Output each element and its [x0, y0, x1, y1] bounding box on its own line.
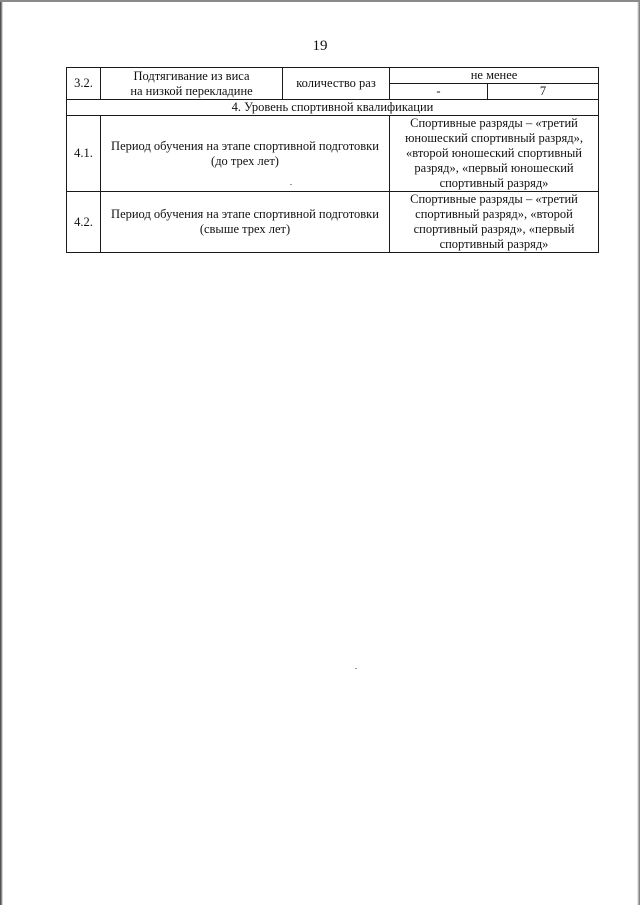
scan-speck — [355, 668, 357, 669]
norm-value-right: 7 — [488, 84, 599, 100]
standards-table — [66, 67, 599, 253]
section-header-row — [67, 100, 599, 116]
scan-edge-left — [0, 0, 3, 905]
ranks-cell — [390, 192, 599, 253]
ranks-line: Спортивные разряды – «третий — [410, 116, 578, 130]
ranks-line: Спортивные разряды – «третий — [410, 192, 578, 206]
section-title: 4. Уровень спортивной квалификации — [67, 100, 599, 116]
norm-header: не менее — [390, 68, 599, 84]
scan-edge-top — [0, 0, 640, 2]
table-row-4-2 — [67, 192, 599, 253]
period-line: Период обучения на этапе спортивной подготовки — [111, 207, 379, 221]
row-number: 4.2. — [67, 192, 101, 253]
period-line: (свыше трех лет) — [199, 222, 291, 236]
period-cell — [101, 192, 390, 253]
scan-speck — [290, 184, 292, 185]
ranks-line: спортивный разряд», «второй — [415, 207, 573, 221]
exercise-name-line: на низкой перекладине — [130, 83, 253, 98]
ranks-line: спортивный разряд» — [439, 176, 549, 190]
ranks-line: «второй юношеский спортивный — [406, 146, 582, 160]
row-number: 3.2. — [67, 68, 101, 100]
ranks-line: спортивный разряд», «первый — [413, 222, 575, 236]
exercise-name-cell — [101, 68, 283, 100]
ranks-line: разряд», «первый юношеский — [414, 161, 574, 175]
ranks-cell — [390, 116, 599, 192]
row-number: 4.1. — [67, 116, 101, 192]
page-number: 19 — [312, 38, 328, 54]
period-cell — [101, 116, 390, 192]
table-row-3-2 — [67, 68, 599, 84]
ranks-line: юношеский спортивный разряд», — [405, 131, 583, 145]
norm-value-left: - — [390, 84, 488, 100]
period-line: Период обучения на этапе спортивной подготовки — [111, 138, 379, 153]
ranks-line: спортивный разряд» — [439, 237, 549, 251]
period-line: (до трех лет) — [211, 153, 279, 168]
exercise-name-line: Подтягивание из виса — [133, 68, 250, 83]
unit-cell: количество раз — [283, 68, 390, 100]
table-row-4-1 — [67, 116, 599, 192]
